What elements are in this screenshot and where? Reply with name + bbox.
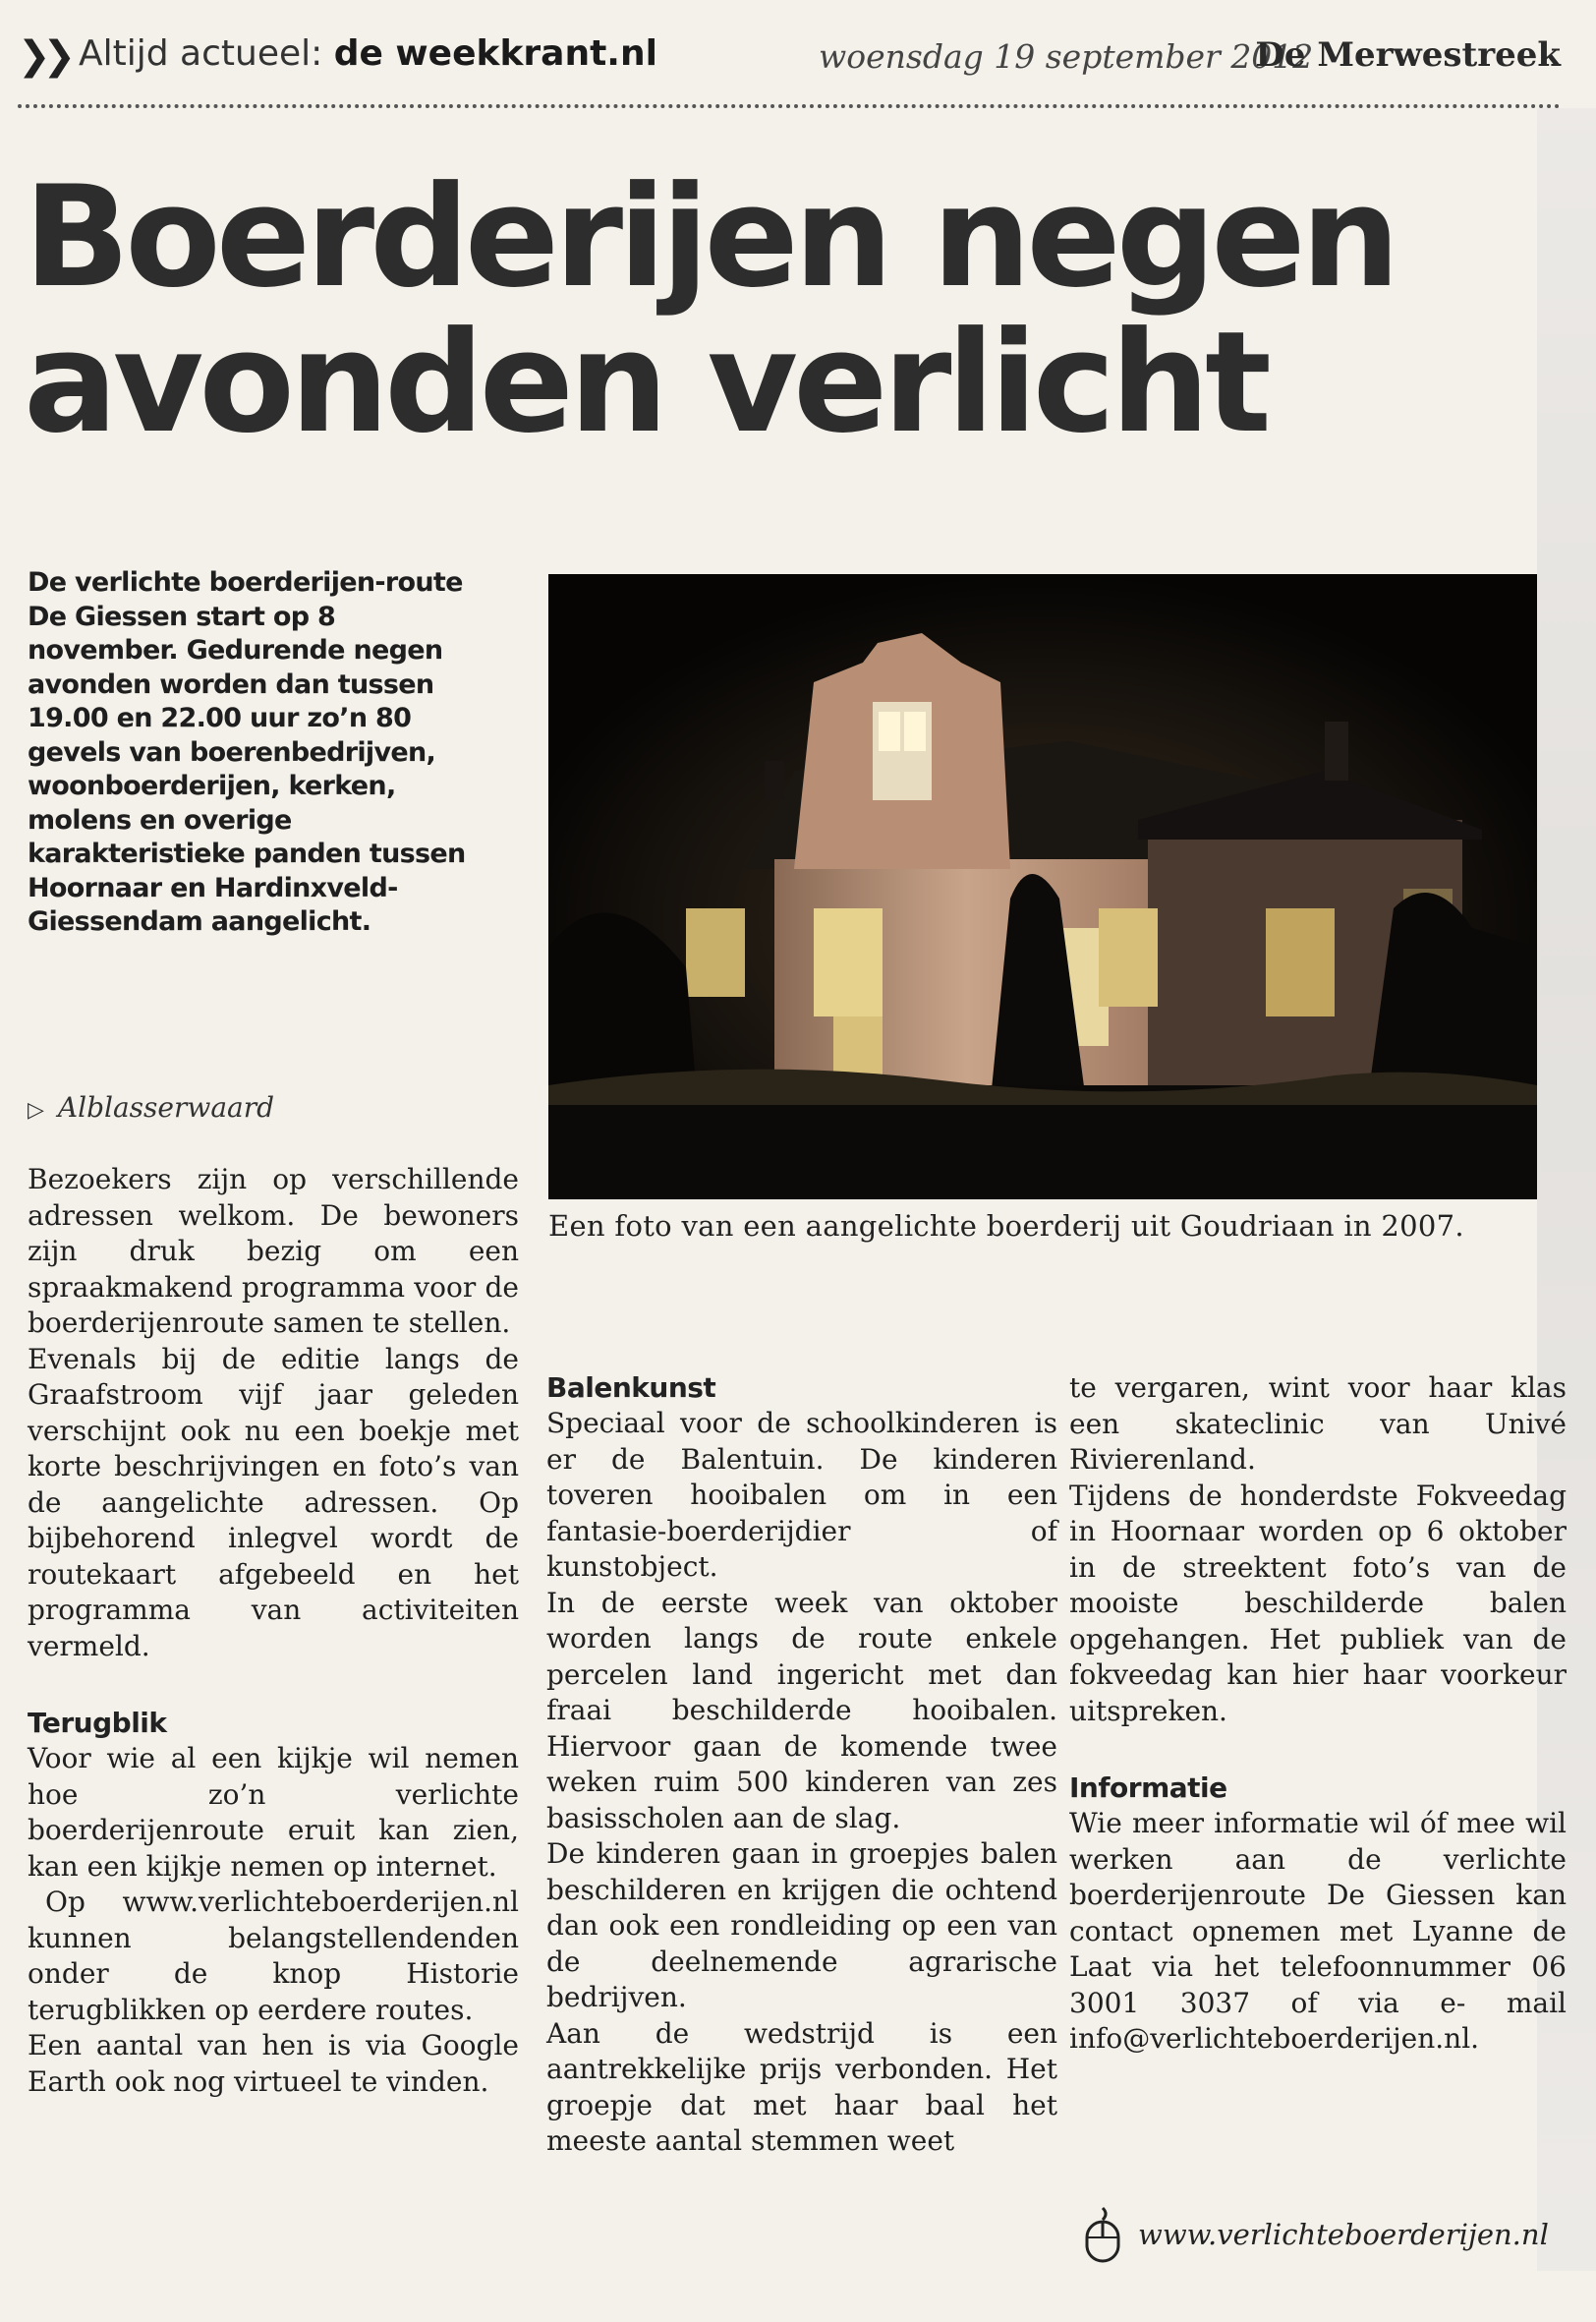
col3-paragraph-3: Wie meer informatie wil óf mee wil werken aan de verlichte boerderijenroute De Giessen kan contact opnemen met Lyanne de Laat via het telefoonnummer 06 3001 3037 of via e- mail info@verlichteboerderijen.nl. [1069,1807,1567,2055]
header-site-link[interactable]: de weekkrant.nl [333,33,657,74]
col3-paragraph-1: te vergaren, wint voor haar klas een skateclinic van Univé Rivierenland. [1069,1371,1567,1476]
header-dotted-rule [18,104,1561,108]
article-column-2 [546,1370,1057,2160]
col1-paragraph-3: Voor wie al een kijkje wil nemen hoe zo’n verlichte boerderijenroute eruit kan zien, kan een kijkje nemen op internet. [28,1742,519,1883]
page-header [18,28,1561,87]
subhead-balenkunst: Balenkunst [546,1371,716,1404]
headline [24,156,1557,464]
dateline [28,1091,274,1124]
col2-paragraph-3: De kinderen gaan in groepjes balen beschilderen en krijgen die ochtend dan ook een rondleiding op een van de deelnemende agrarische bedrijven. [546,1837,1057,2013]
farmhouse-night-photo-icon [548,574,1537,1199]
col3-paragraph-2: Tijdens de honderdste Fokveedag in Hoornaar worden op 6 oktober in de streektent foto’s van de mooiste beschilderde balen opgehangen. Het publiek van de fokveedag kan hier haar voorkeur uitspreken. [1069,1479,1567,1727]
col1-paragraph-2: Evenals bij de editie langs de Graafstroom vijf jaar geleden verschijnt ook nu een boekje met korte beschrijvingen en foto’s van de aangelichte adressen. Op bijbehorend inlegvel wordt de routekaart afgebeeld en het programma van activiteiten vermeld. [28,1342,519,1662]
headline-line-1: Boerderijen negen [24,156,1396,319]
col2-paragraph-1: Speciaal voor de schoolkinderen is er de Balentuin. De kinderen toveren hooibalen om in een fantasie-boerderijdier of kunstobject. [546,1407,1057,1583]
col1-paragraph-5: Een aantal van hen is via Google Earth ook nog virtueel te vinden. [28,2029,519,2098]
photo-caption: Een foto van een aangelichte boerderij uit Goudriaan in 2007. [548,1209,1464,1243]
col1-paragraph-1: Bezoekers zijn op verschillende adressen welkom. De bewoners zijn druk bezig om een spraakmakend programma voor de boerderijenroute samen te stellen. [28,1163,519,1339]
dateline-location: Alblasserwaard [57,1091,275,1124]
subhead-informatie: Informatie [1069,1771,1227,1804]
header-section [79,33,657,74]
website-link[interactable] [1081,2206,1553,2265]
farmhouse-photo [548,574,1537,1199]
header-section-label: Altijd actueel: [79,33,334,74]
article-column-3 [1069,1370,1567,2058]
triangle-icon: ▷ [28,1098,44,1123]
headline-line-2: avonden verlicht [24,302,1267,464]
website-url[interactable]: www.verlichteboerderijen.nl [1138,2218,1549,2251]
article-column-1 [28,1162,519,2100]
col1-paragraph-4: Op www.verlichteboerderijen.nl kunnen belangstellendenden onder de knop Historie terugblikken op eerdere routes. [28,1886,519,2026]
col2-paragraph-2: In de eerste week van oktober worden langs de route enkele percelen land ingericht met dan fraai beschilderde hooibalen. Hiervoor gaan de komende twee weken ruim 500 kinderen van zes basisscholen aan de slag. [546,1586,1057,1834]
col2-paragraph-4: Aan de wedstrijd is een aantrekkelijke prijs verbonden. Het groepje dat met haar baal het meeste aantal stemmen weet [546,2016,1057,2157]
double-chevron-icon: ❯❯ [18,33,69,79]
lead-paragraph: De verlichte boerderijen-route De Giessen start op 8 november. Gedurende negen avonden worden dan tussen 19.00 en 22.00 uur zo’n 80 gevels van boerenbedrijven, woonboerderijen, kerken, molens en overige karakteristieke panden tussen Hoornaar en Hardinxveld-Giessendam aangelicht. [28,567,466,937]
mouse-icon [1081,2206,1124,2265]
subhead-terugblik: Terugblik [28,1707,167,1739]
header-paper-name: De Merwestreek [1255,35,1561,75]
header-date: woensdag 19 september 2012 [819,37,1314,76]
